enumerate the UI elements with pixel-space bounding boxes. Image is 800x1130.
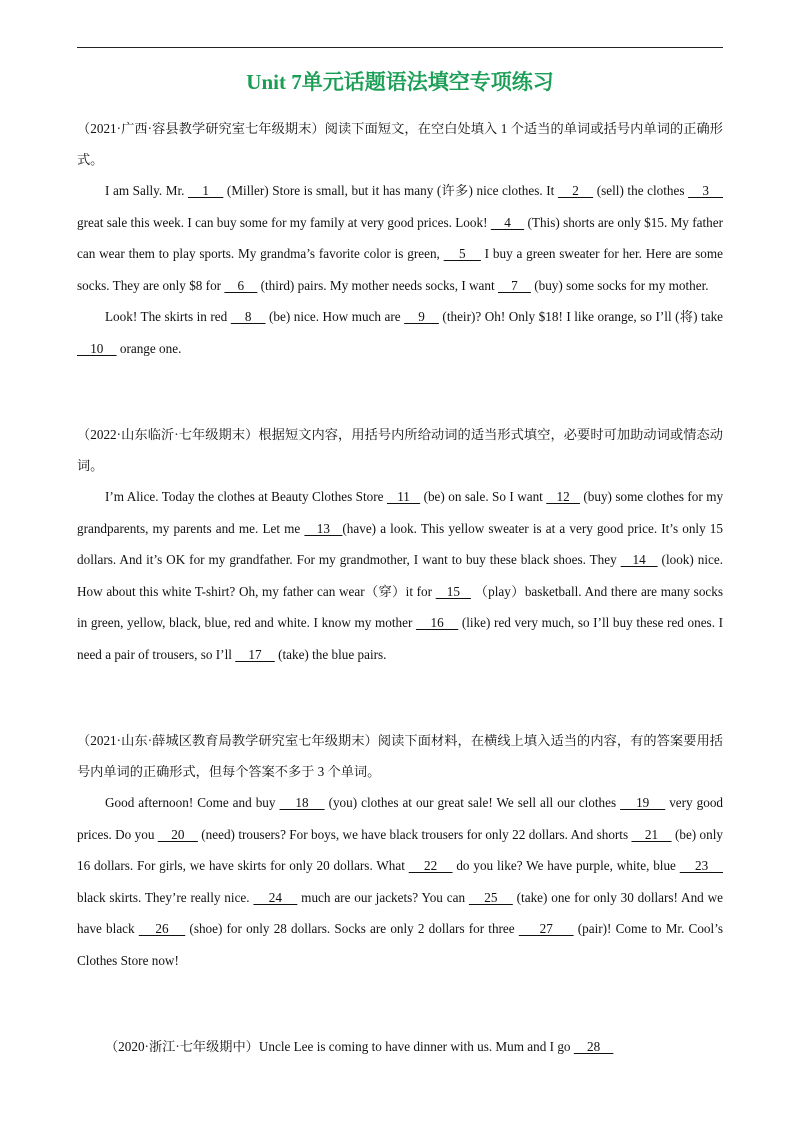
answer-blank: 19	[620, 795, 666, 810]
answer-blank: 17	[235, 646, 275, 662]
answer-blank: 14	[620, 552, 658, 567]
answer-blank: 21	[631, 826, 672, 842]
answer-blank: 8	[230, 309, 266, 324]
page-title: Unit 7单元话题语法填空专项练习	[246, 70, 554, 94]
answer-blank: 16	[415, 615, 459, 630]
answer-blank: 28	[573, 1039, 614, 1054]
section-2-paragraph-1: I’m Alice. Today the clothes at Beauty Clothes Store 11 (be) on sale. So I want 12 (buy) some clothes for my grandparents, my parents and me. Let me 13 (have) a look. This yellow sweater is at a very good price. It’s only 15 dollars. And it’s OK for my grandfather. For my grandmother, I want to buy these black shoes. They 14 (look) nice. How about this white T-shirt? Oh, my father can wear（穿）it for 15 （play）basketball. And there are many socks in green, yellow, black, blue, red and white. I know my mother 16 (like) red very much, so I’ll buy these red ones. I need a pair of trousers, so I’ll 17 (take) the blue pairs.	[77, 489, 724, 662]
answer-blank: 6	[224, 277, 258, 293]
section-2	[77, 419, 723, 670]
answer-blank: 24	[253, 889, 298, 905]
answer-blank: 3	[688, 183, 724, 198]
section-1-paragraph-1: I am Sally. Mr. 1 (Miller) Store is small, but it has many (许多) nice clothes. It 2 (sell) the clothes 3 great sale this week. I can buy some for my family at very good prices. Look! 4 (This) shorts are only $15. My father can wear them to play sports. My grandma’s favorite color is green, 5 I buy a green sweater for her. Here are some socks. They are only $8 for 6 (third) pairs. My mother needs socks, I want 7 (buy) some socks for my mother.	[77, 183, 724, 293]
section-1	[77, 113, 723, 364]
answer-blank: 10	[77, 340, 117, 356]
answer-blank: 20	[157, 826, 198, 842]
answer-blank: 11	[386, 489, 421, 504]
answer-blank: 9	[404, 309, 439, 324]
answer-blank: 15	[435, 583, 471, 599]
section-3-paragraph-1: Good afternoon! Come and buy 18 (you) clothes at our great sale! We sell all our clothes 19 very good prices. Do you 20 (need) trousers? For boys, we have black trousers for only 22 dollars. And shorts 21 (be) only 16 dollars. For girls, we have skirts for only 20 dollars. What 22 do you like? We have purple, white, blue 23 black skirts. They’re really nice. 24 much are our jackets? You can 25 (take) one for only 30 dollars! And we have black 26 (shoe) for only 28 dollars. Socks are only 2 dollars for three 27 (pair)! Come to Mr. Cool’s Clothes Store now!	[77, 795, 724, 968]
section-4	[77, 1031, 723, 1063]
answer-blank: 13	[304, 520, 343, 536]
answer-blank: 27	[518, 921, 574, 936]
answer-blank: 12	[546, 489, 580, 504]
section-2-instruction: （2022·山东临沂·七年级期末）根据短文内容，用括号内所给动词的适当形式填空，必要时可加助动词或情态动词。	[77, 427, 723, 473]
answer-blank: 23	[679, 858, 723, 873]
answer-blank: 5	[443, 246, 481, 261]
section-1-instruction: （2021·广西·容县教学研究室七年级期末）阅读下面短文，在空白处填入 1 个适当的单词或括号内单词的正确形式。	[77, 121, 723, 167]
section-4-paragraph-1: （2020·浙江·七年级期中）Uncle Lee is coming to have dinner with us. Mum and I go 28	[105, 1039, 614, 1054]
section-1-paragraph-2: Look! The skirts in red 8 (be) nice. How much are 9 (their)? Oh! Only $18! I like orange, so I’ll (将) take 10 orange one.	[77, 309, 724, 356]
answer-blank: 22	[408, 858, 453, 873]
answer-blank: 18	[279, 795, 325, 810]
answer-blank: 2	[557, 183, 594, 198]
answer-blank: 1	[188, 183, 224, 198]
header-rule	[77, 47, 723, 48]
answer-blank: 26	[138, 921, 186, 936]
answer-blank: 7	[497, 277, 531, 293]
answer-blank: 25	[468, 889, 513, 905]
section-3-instruction: （2021·山东·薛城区教育局教学研究室七年级期末）阅读下面材料，在横线上填入适当的内容，有的答案要用括号内单词的正确形式，但每个答案不多于 3 个单词。	[77, 733, 723, 779]
answer-blank: 4	[490, 214, 525, 230]
section-3	[77, 725, 723, 976]
